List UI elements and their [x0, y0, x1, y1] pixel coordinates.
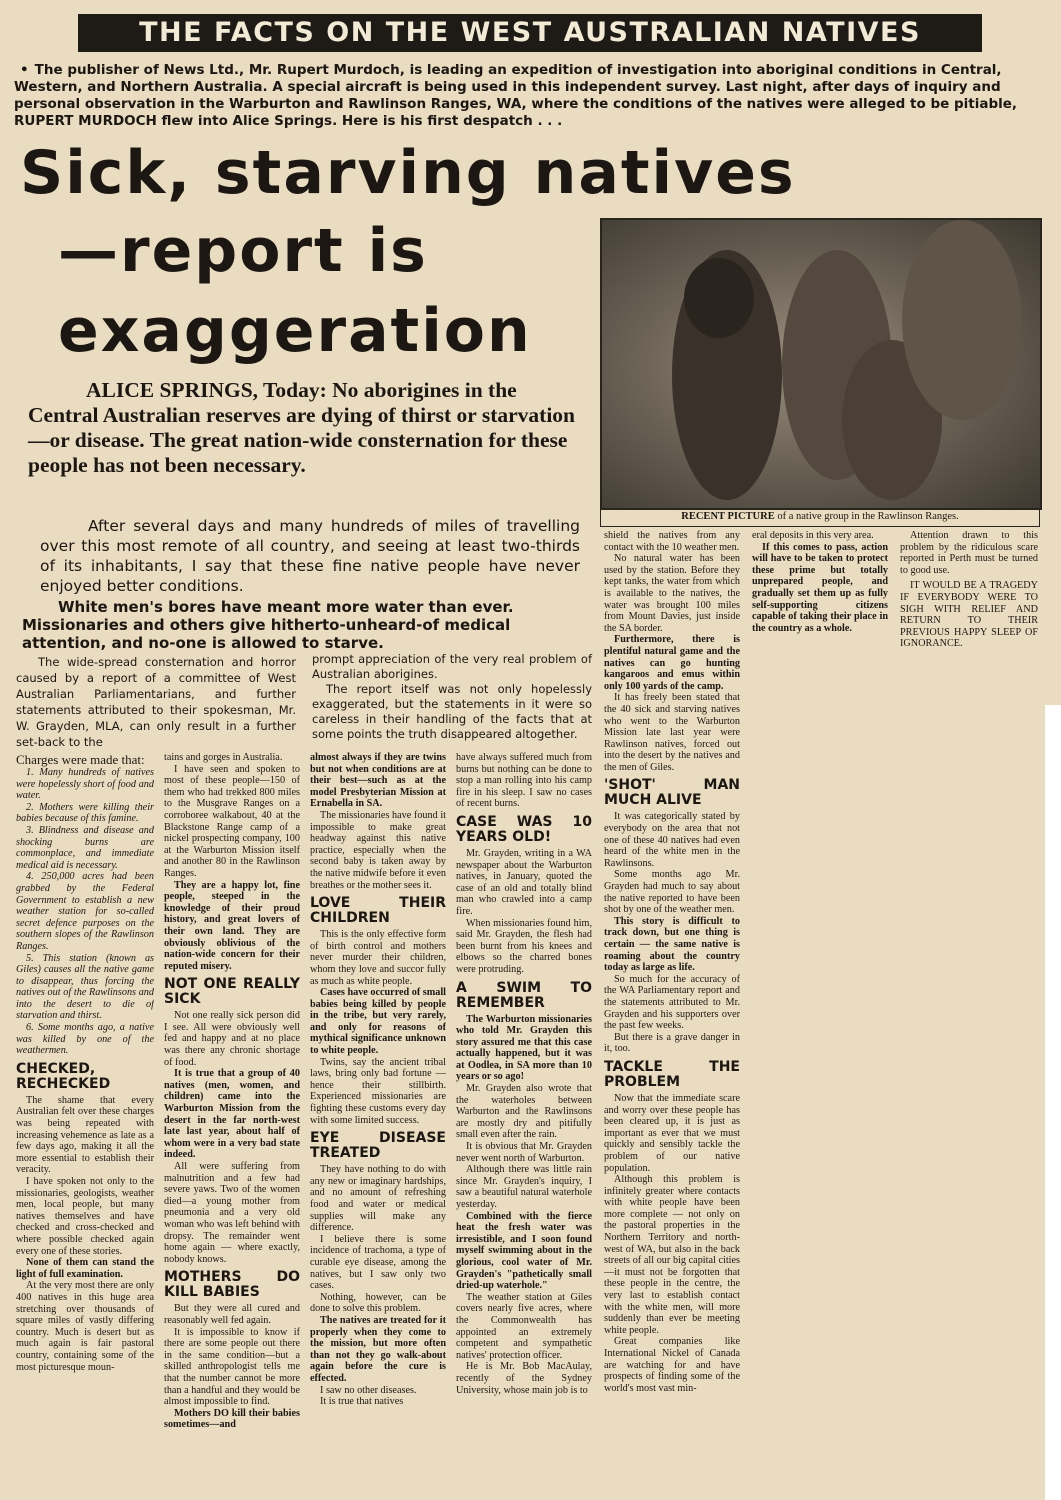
col5-paragraph: Furthermore, there is plentiful natural game and the natives can go hunting kangaroos and emus within only 100 yards of the camp. — [604, 634, 740, 692]
news-photo — [600, 218, 1042, 510]
intro-paragraph — [14, 62, 1034, 130]
subhead-shot-man: 'SHOT' MAN MUCH ALIVE — [604, 777, 740, 809]
col5-paragraph: Although this problem is infinitely greater where contacts with white people have been more complete — not only on the pastoral properties in the Northern Territory and north-west of WA, but also in the back streets of all our big capital cities—it must not be forgotten that these people in the centre, the very last to establish contact with the white men, will more suddenly than ever be meeting white people. — [604, 1174, 740, 1336]
col4-paragraph: Combined with the fierce heat the fresh water was irresistible, and I soon found myself swimming about in the glorious, cool water of Mr. Grayden's "pathetically small dried-up waterhole." — [456, 1210, 592, 1292]
col3-paragraph: Twins, say the ancient tribal laws, bring only bad fortune — hence their stillbirth. Experienced missionaries are fighting these customs every day with some limited success. — [310, 1056, 446, 1126]
col7-paragraph: Attention drawn to this problem by the ridiculous scare reported in Perth must be turned to good use. — [900, 530, 1038, 576]
subhead-eye: EYE DISEASE TREATED — [310, 1130, 446, 1162]
bullet-icon: • — [20, 62, 29, 78]
col1-paragraph: None of them can stand the light of full examination. — [16, 1257, 154, 1280]
col3-paragraph: The missionaries have found it impossible to make great headway against this native practice, especially when the second baby is taken away by the native midwife before it even breathes or the mother sees it. — [310, 809, 446, 891]
col2-paragraph: They are a happy lot, fine people, steeped in the knowledge of their proud history, and great lovers of their own land. They are obviously oblivious of the nation-wide concern for their reputed misery. — [164, 879, 300, 972]
column-4 — [456, 752, 592, 1492]
col1-paragraph: I have spoken not only to the missionaries, geologists, weather men, local people, but many natives themselves and have checked and cross-checked and where possible checked again every one of these stories. — [16, 1176, 154, 1257]
col3-paragraph: almost always if they are twins but not when conditions are at their best—such as at the model Presbyterian Mission at Ernabella in SA. — [310, 752, 446, 810]
headline-line-1: Sick, starving natives — [20, 138, 796, 208]
clipping-edge — [1045, 705, 1061, 1500]
column-1 — [16, 752, 154, 1492]
banner-headline: THE FACTS ON THE WEST AUSTRALIAN NATIVES — [78, 14, 982, 52]
col6-paragraph: If this comes to pass, action will have to be taken to protect these prime but totally unprepared people, and gradually set them up as fully self-supporting citizens capable of taking their place in the country as a whole. — [752, 541, 888, 634]
col3-paragraph: Cases have occurred of small babies being killed by people in the tribe, but very rarely, and only for reasons of mythical significance unknown to white people. — [310, 987, 446, 1057]
col5-paragraph: Some months ago Mr. Grayden had much to say about the native reported to have been shot by one of the weather men. — [604, 869, 740, 916]
subhead-tackle: TACKLE THE PROBLEM — [604, 1058, 740, 1090]
col3-paragraph: I believe there is some incidence of trachoma, a type of curable eye disease, among the natives, but I saw only two cases. — [310, 1233, 446, 1292]
col2-paragraph: It is impossible to know if there are some people out there in the same condition—but a skilled anthropologist tells me that the number cannot be more than a handful and they would be almost impossible to find. — [164, 1326, 300, 1408]
photo-figure-back — [902, 220, 1022, 420]
col2-paragraph: Mothers DO kill their babies sometimes—and — [164, 1407, 300, 1431]
col1-paragraph: At the very most there are only 400 natives in this huge area stretching over thousands of square miles of vastly differing country. Much is desert but as much again is fair pastoral country, containing some of the most picturesque moun- — [16, 1280, 154, 1373]
lead-paragraph-5 — [312, 652, 592, 742]
column-5 — [604, 530, 740, 1492]
col4-paragraph: The weather station at Giles covers nearly five acres, where the Commonwealth has appointed an extremely competent and sympathetic natives' protection officer. — [456, 1291, 592, 1361]
col4-paragraph: have always suffered much from burns but nothing can be done to stop a man rolling into his camp fire in his sleep. I saw no cases of recent burns. — [456, 752, 592, 810]
column-7 — [900, 530, 1038, 700]
subhead-love: LOVE THEIR CHILDREN — [310, 895, 446, 927]
col4-paragraph: The Warburton missionaries who told Mr. Grayden this story assured me that this case actually happened, but it was at Oodlea, in SA more than 10 years or so ago! — [456, 1013, 592, 1083]
col3-paragraph: It is true that natives — [320, 1396, 404, 1408]
headline-line-3: exaggeration — [58, 296, 532, 366]
subhead-swim: A SWIM TO REMEMBER — [456, 979, 592, 1011]
col3-paragraph: I saw no other diseases. — [320, 1384, 417, 1396]
lead-paragraph-3: White men's bores have meant more water than ever. Missionaries and others give hitherto-unheard-of medical attention, and no-one is allowed to starve. — [22, 598, 514, 652]
subhead-checked: CHECKED, RECHECKED — [16, 1060, 111, 1092]
col5-paragraph: It was categorically stated by everybody on the area that not one of these 40 natives had even heard of the white men in the Rawlinsons. — [604, 811, 740, 869]
caption-text: of a native group in the Rawlinson Ranges. — [774, 511, 959, 522]
standfirst — [28, 378, 588, 478]
col4-paragraph: Although there was little rain since Mr. Grayden's inquiry, I saw a beautiful natural waterhole yesterday. — [456, 1164, 592, 1210]
col5-paragraph: No natural water has been used by the station. Before they kept tanks, the water from which is available to the natives, the water was brought 100 miles from Mount Davies, just inside the SA border. — [604, 553, 740, 634]
caption-lead: RECENT PICTURE — [681, 511, 775, 522]
photo-figure-head — [684, 258, 754, 338]
col3-paragraph: The natives are treated for it properly when they come to the mission, but more often than not they go walk-about again before the cure is effected. — [310, 1314, 446, 1384]
lead-paragraph-4: The wide-spread consternation and horror caused by a report of a committee of West Australian Parliamentarians, and further statements attributed to their spokesman, Mr. W. Grayden, MLA, can only result in a further set-back to the — [16, 655, 296, 749]
col4-paragraph: Mr. Grayden also wrote that the waterholes between Warburton and the Rawlinsons are mostly dry and pitifully small even after the rain. — [456, 1083, 592, 1141]
subhead-mothers: MOTHERS DO KILL BABIES — [164, 1269, 300, 1301]
standfirst-text: No aborigines in the Central Australian reserves are dying of thirst or starvation—or disease. The great nation-wide consternation for these people has not been necessary. — [28, 378, 576, 477]
charge-1: 1. Many hundreds of natives were hopelessly short of food and water. — [16, 767, 154, 802]
charge-4: 4. 250,000 acres had been grabbed by the Federal Government to establish a new weather station for so-called secret defence purposes on the southern slopes of the Rawlinson Ranges. — [16, 871, 154, 952]
col4-paragraph: He is Mr. Bob MacAulay, recently of the Sydney University, whose main job is to — [456, 1361, 592, 1396]
col2-paragraph: But they were all cured and reasonably well fed again. — [164, 1303, 300, 1326]
intro-text: The publisher of News Ltd., Mr. Rupert Murdoch, is leading an expedition of investigation into aboriginal conditions in Central, Western, and Northern Australia. A special aircraft is being used in this independent survey. Last night, after days of inquiry and personal observation in the Warburton and Rawlinson Ranges, WA, where the conditions of the natives were alleged to be pitiable, RUPERT MURDOCH flew into Alice Springs. Here is his first despatch . . . — [14, 62, 1018, 129]
column-3 — [310, 752, 446, 1492]
subhead-not-one: NOT ONE REALLY SICK — [164, 976, 300, 1008]
dateline: ALICE SPRINGS, Today: — [86, 378, 327, 402]
column-6 — [752, 530, 888, 700]
col3-paragraph: Nothing, however, can be done to solve this problem. — [310, 1291, 446, 1315]
charge-5: 5. This station (known as Giles) causes all the native game to disappear, thus forcing the natives out of the Rawlinsons and into the desert to die of starvation and thirst. — [16, 952, 154, 1022]
col4-paragraph: When missionaries found him, said Mr. Grayden, the flesh had been burnt from his knees and elbows so the charred bones were protruding. — [456, 917, 592, 975]
charge-6: 6. Some months ago, a native was killed by one of the weathermen. — [16, 1022, 154, 1057]
col3-paragraph: This is the only effective form of birth control and mothers never murder their children, whom they love and succor fully as much as white people. — [310, 929, 446, 987]
col4-paragraph: It is obvious that Mr. Grayden never went north of Warburton. — [456, 1141, 592, 1164]
headline-line-2: —report is — [58, 216, 428, 286]
lead-paragraph-2: After several days and many hundreds of miles of travelling over this most remote of all country, and seeing at least two-thirds of its inhabitants, I say that these fine native people have never enjoyed better conditions. — [40, 517, 580, 595]
col5-paragraph: shield the natives from any contact with the 10 weather men. — [604, 530, 740, 553]
col5-paragraph: But there is a grave danger in it, too. — [604, 1031, 740, 1055]
lead-paragraph-5b: The report itself was not only hopelessly exaggerated, but the statements in it were so careless in their handling of the facts that at some points the truth disappeared altogether. — [312, 682, 592, 741]
col5-paragraph: It has freely been stated that the 40 sick and starving natives who went to the Warburton Mission late last year were Rawlinson natives, forced out into the desert by the natives and the men of Giles. — [604, 692, 740, 773]
column-2 — [164, 752, 300, 1492]
charge-2: 2. Mothers were killing their babies because of this famine. — [16, 801, 154, 825]
col2-paragraph: Not one really sick person did I see. All were obviously well fed and happy and at no place was there any chronic shortage of food. — [164, 1010, 300, 1068]
subhead-case: CASE WAS 10 YEARS OLD! — [456, 813, 592, 845]
col2-paragraph: All were suffering from malnutrition and a few had severe yaws. Two of the women died—a young mother from pneumonia and a very old woman who was left behind with dropsy. The remainder went home again — where exactly, nobody knows. — [164, 1161, 300, 1265]
col3-paragraph: They have nothing to do with any new or imaginary hardships, and no amount of refreshing food and water or medical supplies will make any difference. — [310, 1164, 446, 1234]
col5-paragraph: So much for the accuracy of the WA Parliamentary report and the statements attributed to Mr. Grayden and his supporters over the past few weeks. — [604, 973, 740, 1032]
col6-paragraph: eral deposits in this very area. — [752, 530, 874, 541]
col5-paragraph: Great companies like International Nickel of Canada are watching for and have prospects of finding some of the world's most vast min- — [604, 1336, 740, 1394]
lead-paragraph-5a: prompt appreciation of the very real problem of Australian aborigines. — [312, 652, 592, 681]
col5-paragraph: Now that the immediate scare and worry over these people has been cleared up, it is just as important as ever that we must quickly and sensibly tackle the problem of our native population. — [604, 1092, 740, 1174]
col2-paragraph: I have seen and spoken to most of these people—150 of them who had trekked 800 miles to the Musgrave Ranges on a corroboree walkabout, 40 at the Blackstone Range camp of a nickel prospecting company, 100 at the Warburton Mission itself and another 80 in the Rawlinson Ranges. — [164, 763, 300, 879]
col7-paragraph: IT WOULD BE A TRAGEDY IF EVERYBODY WERE TO SIGH WITH RELIEF AND RETURN TO THEIR PREVIOUS HAPPY SLEEP OF IGNORANCE. — [900, 580, 1038, 650]
col5-paragraph: This story is difficult to track down, but one thing is certain — the same native is roaming about the country today as large as life. — [604, 915, 740, 974]
col2-paragraph: It is true that a group of 40 natives (men, women, and children) came into the Warburton Mission from the desert in the far north-west late last year, about half of whom were in a very bad state indeed. — [164, 1068, 300, 1161]
charges-intro: Charges were made that: — [16, 752, 145, 767]
photo-caption — [600, 508, 1040, 527]
charge-3: 3. Blindness and disease and shocking burns are commonplace, and immediate medical aid is necessary. — [16, 824, 154, 871]
col1-paragraph: The shame that every Australian felt over these charges was being repeated with increasing vehemence as late as a few days ago, making it all the more essential to establish their veracity. — [16, 1094, 154, 1176]
col2-paragraph: tains and gorges in Australia. — [164, 752, 283, 763]
col4-paragraph: Mr. Grayden, writing in a WA newspaper about the Warburton natives, in January, quoted the case of an old and totally blind man who crawled into a camp fire. — [456, 847, 592, 917]
